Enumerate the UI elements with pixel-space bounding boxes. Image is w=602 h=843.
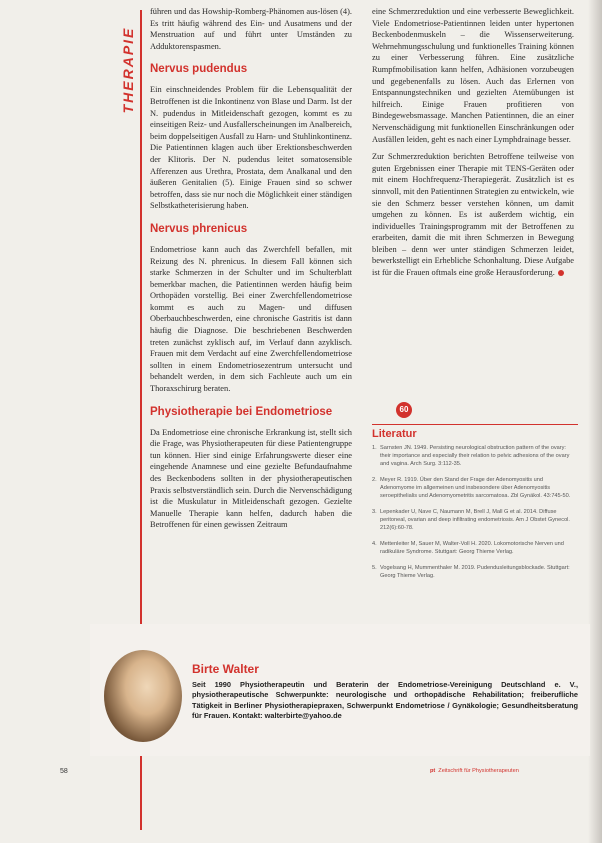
author-name: Birte Walter <box>192 662 259 676</box>
right-paragraph-2 <box>372 151 574 279</box>
right-column <box>372 6 574 285</box>
phrenicus-paragraph: Endometriose kann auch das Zwerchfell befallen, mit Reizung des N. phrenicus. In diesem Fall können sich starke Schmerzen in der Schulter und im Schulterblatt bemerkbar machen, die Patientinnen werden häufig beim Orthopäden vorstellig. Bei einer Zwerchfellendometriose kommt es auch zu Magen- und diffusen Oberbauchbeschwerden, eine chronische Gastritis ist dann häufig die Diagnose. Die beschriebenen Beschwerden treten zunächst zyklisch auf, im Verlauf dann azyklisch. Frauen mit dem Verdacht auf eine Zwerchfellendometriose sollten in einem Endometriosezentrum untersucht und behandelt werden, in dem sich Fachleute auch um ein Thoraxschirurg beraten. <box>150 244 352 394</box>
literature-item-text: Vogelsang H, Mummenthaler M. 2019. Pudendusleitungsblockade. Stuttgart: Georg Thieme Verlag. <box>380 565 570 579</box>
literature-item-text: Meyer R. 1919. Über den Stand der Frage der Adenomyositis und Adenomyome im allgemeinen und insbesondere über Adenomyositis seroepithelialis und Adenomyometritis sarcomatosa. Zbl Gynäkol. 43:745-50. <box>380 477 571 499</box>
page-number: 58 <box>60 768 68 775</box>
literature-item <box>372 508 578 532</box>
literature-item-number: 3. <box>372 509 377 515</box>
author-photo <box>104 650 182 742</box>
right-paragraph-2-text: Zur Schmerzreduktion berichten Betroffene teilweise von guten Ergebnissen einer Therapie mit TENS-Geräten oder mit einem Hochfrequenz-Therapiegerät. Zusätzlich ist es sinnvoll, mit den Patientinnen Strategien zu entwickeln, wie sie den Schmerz besser verstehen können, um damit umgehen zu können. Es ist außerdem wichtig, ein individuelles Trainingsprogramm mit der Betroffenen zu erarbeiten, damit die mit ihren Schmerzen in Bewegung bleiben – denn wer unter ständigen Schmerzen leidet, bewerkstelligt ein Erhebliche Schonhaltung. Diese Aufgabe ist für die Frauen oftmals eine große Herausforderung. <box>372 152 574 278</box>
section-tab <box>118 18 138 128</box>
literature-item-text: Sarnsten JN. 1949. Persisting neurological obstruction pattern of the ovary: their importance and especially their relation to pelvic adhesions of the ovary and vagina. Arch Surg. 3:112-35. <box>380 445 570 467</box>
literature-item-number: 4. <box>372 541 377 547</box>
article-end-icon <box>558 270 564 276</box>
heading-nervus-phrenicus: Nervus phrenicus <box>150 222 248 235</box>
journal-name: Zeitschrift für Physiotherapeuten <box>438 768 519 774</box>
author-bio: Seit 1990 Physiotherapeutin und Beraterin der Endometriose-Vereinigung Deutschland e. V., physiotherapeutische Schwerpunkte: neurologische und orthopädische Rehabilitation; freiberufliche Tätigkeit in Berliner Physiotherapiepraxen, Schwerpunkt Endometriose / Gynäkologie; Gesundheitsberatung für Frauen. Kontakt: walterbirte@yahoo.de <box>192 680 578 721</box>
journal-prefix: pt <box>430 768 436 774</box>
pudendus-paragraph: Ein einschneidendes Problem für die Lebensqualität der Betroffenen ist die Inkontinenz von Blase und Darm. Ist der N. pudendus in Mitleidenschaft gezogen, kommt es zu einseitigen Reiz- und Ausfallerscheinungen im Analbereich, beim doppelseitigen Ausfall zu Harn- und Stuhlinkontinenz. Die Patientinnen klagen auch über Erektionsbeschwerden der Klitoris. Der N. pudendus leitet somatosensible Afferenzen aus Urethra, Prostata, dem Analkanal und den äußeren Genitalien (5). Einige Frauen sind so schwer betroffen, dass sie nur noch die Möglichkeit einer ständigen Selbstkatheterisierung haben. <box>150 85 352 211</box>
physio-paragraph: Da Endometriose eine chronische Erkrankung ist, stellt sich die Frage, was Physiotherapeuten für diese Patientengruppe tun können. Hier sind einige Erfahrungswerte dieser eine eingehende Anamnese und eine gezielte Befundaufnahme des Beckenbodens sollten in der physiotherapeutischen Praxis selbstverständlich sein. Durch die Nervenschädigung ist die Muskulatur in Mitleidenschaft gezogen. Gezielte Manuelle Therapie kann helfen, dadurch haben die Betroffenen für einen gewissen Zeitraum <box>150 427 352 530</box>
left-column <box>150 6 352 537</box>
intro-paragraph: führen und das Howship-Romberg-Phänomen aus-lösen (4). Es tritt häufig während des Ein- und Ausatmens und der Menstruation auf und führt unter Umständen zu Adduktorenspasmen. <box>150 7 352 51</box>
literature-item-text: Lepenkader U, Nave C, Naumann M, Brell J, Mall G et al. 2014. Diffuse peritoneal, ovarian and deep infiltrating endometriosis. Am J Obstet Gynecol. 212(6):60-78. <box>380 509 570 531</box>
literature-item-number: 1. <box>372 445 377 451</box>
literature-list <box>372 444 578 588</box>
literature-item <box>372 564 578 580</box>
section-label: THERAPIE <box>120 26 136 114</box>
heading-nervus-pudendus: Nervus pudendus <box>150 63 248 76</box>
right-paragraph-1: eine Schmerzreduktion und eine verbesserte Beweglichkeit. Viele Endometriose-Patientinnen leiden unter hypertonen Beckenbodenmuskeln – die Wissenserweiterung. Wehrnehmungsschulung und funktionelles Training können zu einer Verbesserung führen. Eine zusätzliche Rumpfmobilisation kann helfen, Adhäsionen vorzubeugen und gegebenenfalls zu lösen. Auch das Erlernen von Entspannungstechniken und gezielten Atemübungen ist hilfreich. Einige Frauen profitieren von Bindegewebsmassage. Manchen Patientinnen, die an einer Nervenschädigung mit funktionellen Einschränkungen oder Ausfällen leiden, geht es nach einer Lymphdrainage besser. <box>372 7 574 144</box>
literature-title: Literatur <box>372 428 417 440</box>
literature-item <box>372 476 578 500</box>
page-edge-shadow <box>588 0 602 843</box>
journal-footer <box>430 768 519 774</box>
heading-physiotherapie: Physiotherapie bei Endometriose <box>150 405 333 418</box>
literature-item <box>372 444 578 468</box>
literature-item <box>372 540 578 556</box>
literature-item-text: Mettenleiter M, Sauer M, Walter-Voll H. 2020. Lokomotorische Nerven und radikuläre Syndrome. Stuttgart: Georg Thieme Verlag. <box>380 541 564 555</box>
literature-item-number: 2. <box>372 477 377 483</box>
literature-badge-icon: 60 <box>396 402 412 418</box>
literature-divider <box>372 424 578 425</box>
literature-item-number: 5. <box>372 565 377 571</box>
